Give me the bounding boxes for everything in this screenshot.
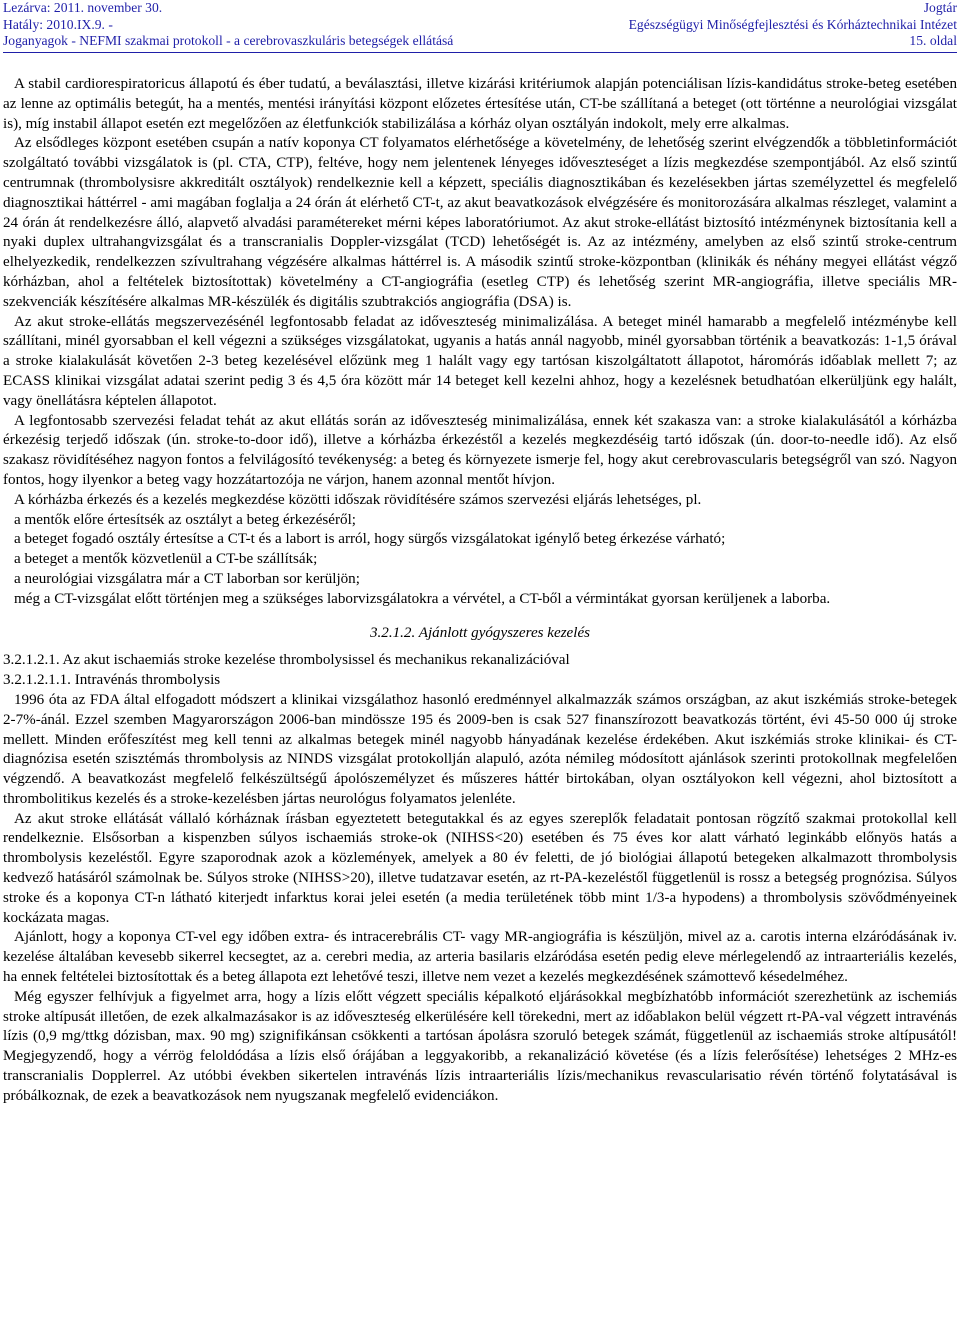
closing-date: Lezárva: 2011. november 30. xyxy=(3,0,163,15)
publisher: Egészségügyi Minőségfejlesztési és Kórháztechnikai Intézet xyxy=(628,16,957,32)
paragraph-2: Az elsődleges központ esetében csupán a natív koponya CT folyamatos elérhetősége a követelmény, de lehetőség szerint elvégzendők a többletinformációt szolgáltató további vizsgálatok is (pl. CTA, CTP), feltéve, hogy nem jelentenek lényeges időveszteséget a lízis megkezdése szempontjából. Az első szintű centrumnak (thrombolysisre akkreditált osztályok) rendelkeznie kell a képzett, speciális diagnosztikában és kezelésekben jártas személyzettel és megfelelő diagnosztikai háttérrel - ami magában foglalja a 24 órán át elérhető CT-t, az akut beavatkozások elvégzésére és monitorozására alkalmas részleget, valamint a 24 órán át rendelkezésre álló, alapvető alvadási paramétereket mérni képes laboratóriumot. Az akut stroke-ellátást biztosító intézménynek biztosítania kell a nyaki duplex ultrahangvizsgálat és a transcranialis Doppler-vizsgálat (TCD) lehetőségét is. Az az intézmény, amelyben az első szintű stroke-centrum elhelyezkedik, rendelkezzen szívultrahang végzésére alkalmas háttérrel is. A második szintű stroke-központban (klinikák és néhány megyei ellátást végző kórházban, ahol a feltételek biztosítottak) követelmény a CT-angiográfia (esetleg CTP) és lehetőség szerint MR-angiográfia, illetve speciális MR-szekvenciák készítésére alkalmas MR-készülék és digitális szubtrakciós angiográfia (DSA) is. xyxy=(3,135,957,310)
paragraph-9: Még egyszer felhívjuk a figyelmet arra, hogy a lízis előtt végzett speciális képalkotó eljárásokkal megbízhatóbb információt szerezhetünk az ischemiás stroke altípusát illetően, de ezek alkalmazásakor is az időveszteség elkerülésére kell törekedni, mert az időablakon belül végzett rt-PA-val végzett intravénás lízis (0,9 mg/ttkg dózisban, max. 90 mg) szignifikánsan csökkenti a tartósan ápolásra szoruló betegek számát, függetlenül az ischaemiás stroke altípusától! Megjegyzendő, hogy a vérrög feloldódása a lízis első órájában a leggyakoribb, a rekanalizáció követése (és a lízis felerősítése) lehetséges 2 MHz-es transcranialis Dopplerrel. Az utóbbi években sikertelen intravénás lízis intraarteriális lízis/mechanikus revascularisatio révén történő folytatásával is próbálkoznak, de ezek a beavatkozások nem nyugszanak megfelelő evidenciákon. xyxy=(3,988,957,1104)
subsection-heading-1: 3.2.1.2.1. Az akut ischaemiás stroke kezelése thrombolysissel és mechanikus rekanalizációval xyxy=(3,652,570,669)
document-title: Joganyagok - NEFMI szakmai protokoll - a cerebrovaszkuláris betegségek ellátásá xyxy=(3,33,454,48)
list-item: a mentők előre értesítsék az osztályt a beteg érkezéséről; xyxy=(14,511,356,528)
paragraph-6: 1996 óta az FDA által elfogadott módszert a klinikai vizsgálathoz hasonló eredménnyel alkalmazzák számos országban, az akut iszkémiás stroke-betegek 2-7%-ánál. Ezzel szemben Magyarországon 2006-ban mindössze 195 és 2009-ben is csak 527 finanszírozott beavatkozás történt, évi 45-50 000 új stroke mellett. Minden erőfeszítést meg kell tenni az alkalmas betegek minél nagyobb hányadának kezelése érdekében. Akut iszkémiás stroke klinikai- és CT-diagnózisa esetén szisztémás thrombolysis az NINDS vizsgálat protokollján alapuló, azóta némileg módosított ajánlások szerinti protokollnak megfelelően végzendő. A beavatkozást megfelelő felkészültségű ápolószemélyzet és műszeres háttér birtokában, olyan osztályokon kell végezni, ahol biztosított a thrombolitikus kezelés és a stroke-kezelésben jártas neurológus folyamatos jelenléte. xyxy=(3,691,957,807)
paragraph-4: A legfontosabb szervezési feladat tehát az akut ellátás során az időveszteség minimalizálása, ennek két szakasza van: a stroke kialakulásától a kórházba érkezésig terjedő időszak (ún. stroke-to-door idő), illetve a kórházba érkezéstől a kezelés megkezdéséig tartó időszak (ún. door-to-needle idő). Az első szakasz rövidítéséhez nagyon fontos a felvilágosító tevékenység: a beteg és környezete ismerje fel, hogy akut cerebrovascularis betegségről van szó. Nagyon fontos, hogy ilyenkor a beteg vagy hozzátartozója ne várjon, hanem azonnal mentőt hívjon. xyxy=(3,412,957,488)
header-row-3 xyxy=(3,33,957,50)
paragraph-3: Az akut stroke-ellátás megszervezésénél legfontosabb feladat az időveszteség minimalizálása. A beteget minél hamarabb a megfelelő intézménybe kell szállítani, minél gyorsabban el kell végezni a szükséges vizsgálatokat, ugyanis a hatás annál nagyobb, minél gyorsabban történik a beavatkozás: 1-1,5 órával a stroke kialakulását követően 2-3 beteg kezelésével előzünk meg 1 halált vagy egy tartósan kiszolgáltatott állapotot, háromórás időablak mellett 7; az ECASS klinikai vizsgálat adatai szerint pedig 3 és 4,5 óra között már 14 beteget kell kezelni ahhoz, hogy a kezelésnek betudhatóan elkerüljünk egy halált, vagy önellátásra képtelen állapotot. xyxy=(3,313,957,409)
paragraph-8: Ajánlott, hogy a koponya CT-vel egy időben extra- és intracerebrális CT- vagy MR-angiográfia is készüljön, mivel az a. carotis interna elzáródásának iv. kezelése általában kevesebb sikerrel kecsegtet, az a. cerebri media, az arteria basilaris elzáródása esetén pedig eleve mérlegelendő az intraarteriális kezelés, ha ennek feltételei biztosítottak és a beteg állapota ezt lehetővé teszi, illetve nem vezet a kezelés megkezdésének számottevő késedelméhez. xyxy=(3,929,957,986)
paragraph-1: A stabil cardiorespiratoricus állapotú és éber tudatú, a beválasztási, illetve kizárási kritériumok alapján potenciálisan lízis-kandidátus stroke-beteg esetében az lenne az optimális betegút, ha a mentés, mentési irányítási központ előzetes értesítése után, CT-be szállítaná a beteget (ott történne a neurológiai vizsgálat is), míg instabil állapot esetén ezt megelőzően az életfunkciók stabilizálása a kórház olyan osztályán indokolt, mely erre alkalmas. xyxy=(3,76,957,132)
subsection-heading-2: 3.2.1.2.1.1. Intravénás thrombolysis xyxy=(3,672,221,689)
paragraph-7: Az akut stroke ellátását vállaló kórháznak írásban egyeztetett betegutakkal és az egyes szereplők feladatait pontosan rögzítő szakmai protokollal kell rendelkeznie. Elsősorban a kispenzben súlyos ischaemiás stroke-ok (NIHSS<20) esetében és 75 éves kor alatt várható leginkább előnyös hatás a thrombolysis kezeléstől. Egyre szaporodnak azok a közlemények, amelyek a 80 év feletti, de jó biológiai állapotú betegeken alkalmazott thrombolysis kedvező hatásáról számolnak be. Súlyos stroke (NIHSS>20), illetve tudatzavar esetén, az rt-PA-kezeléstől függetlenül is rossz a betegség prognózisa. Súlyos stroke és a koponya CT-n látható kiterjedt infarktus korai jelei esetén (a media területének több mint 1/3-a hypodens) a thrombolysis szövődményeinek kockázata magas. xyxy=(3,810,957,926)
header-row-2 xyxy=(3,17,957,34)
list-item: a neurológiai vizsgálatra már a CT laborban sor kerüljön; xyxy=(14,570,360,587)
section-heading: 3.2.1.2. Ajánlott gyógyszeres kezelés xyxy=(369,624,591,641)
list-item: a beteget fogadó osztály értesítse a CT-t és a labort is arról, hogy sürgős vizsgálatokat igénylő beteg érkezése várható; xyxy=(14,531,726,548)
list-item: még a CT-vizsgálat előtt történjen meg a szükséges laborvizsgálatokra a vérvétel, a CT-ből a vérmintákat gyorsan kerüljenek a laborba. xyxy=(14,590,831,607)
page-number: 15. oldal xyxy=(909,33,957,48)
effective-date: Hatály: 2010.IX.9. - xyxy=(3,16,113,32)
header-divider xyxy=(3,52,957,53)
paragraph-5: A kórházba érkezés és a kezelés megkezdése közötti időszak rövidítésére számos szervezési eljárás lehetséges, pl. xyxy=(14,491,702,508)
list-item: a beteget a mentők közvetlenül a CT-be szállítsák; xyxy=(14,551,318,568)
document-body xyxy=(3,75,957,1107)
header-row-1 xyxy=(3,0,957,17)
source-name: Jogtár xyxy=(923,0,957,15)
page-header xyxy=(3,0,957,50)
